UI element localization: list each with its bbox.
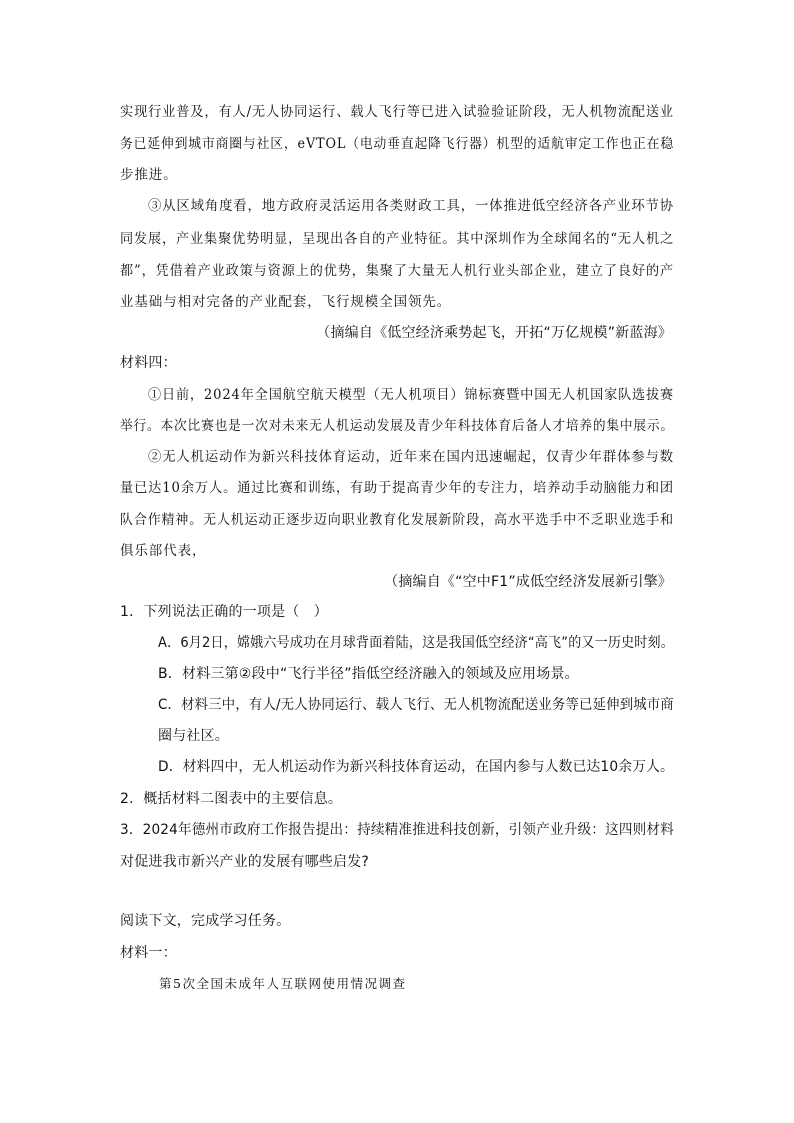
option-c-continued: 圈与社区。 <box>158 728 229 744</box>
paragraph-line: 步推进。 <box>120 167 178 183</box>
question-2: 2．概括材料二图表中的主要信息。 <box>120 791 343 807</box>
question-3: 3．2024年德州市政府工作报告提出：持续精准推进科技创新，引领产业升级：这四则材料 <box>120 822 674 838</box>
paragraph-line: 实现行业普及，有人/无人协同运行、载人飞行等已进入试验验证阶段，无人机物流配送业 <box>120 104 675 120</box>
reading-instruction: 阅读下文，完成学习任务。 <box>120 913 291 929</box>
paragraph-line: ②无人机运动作为新兴科技体育运动，近年来在国内迅速崛起，仅青少年群体参与数 <box>148 449 674 465</box>
paragraph-line: ③从区域角度看，地方政府灵活运用各类财政工具，一体推进低空经济各产业环节协 <box>148 198 674 214</box>
paragraph-line: 俱乐部代表， <box>120 543 207 559</box>
source-citation: （摘编自《低空经济乘势起飞，开拓“万亿规模”新蓝海》 <box>316 325 672 341</box>
paragraph-line: ①日前，2024年全国航空航天模型（无人机项目）锦标赛暨中国无人机国家队选拔赛 <box>148 387 674 403</box>
option-b: B．材料三第②段中“飞行半径”指低空经济融入的领域及应用场景。 <box>158 666 579 682</box>
paragraph-line: 队合作精神。无人机运动正逐步迈向职业教育化发展新阶段，高水平选手中不乏职业选手和 <box>120 512 674 528</box>
source-citation: （摘编自《“空中F1”成低空经济发展新引擎》 <box>384 574 672 590</box>
option-c: C．材料三中，有人/无人协同运行、载人飞行、无人机物流配送业务等已延伸到城市商 <box>158 697 674 713</box>
question-3-continued: 对促进我市新兴产业的发展有哪些启发? <box>120 854 370 870</box>
paragraph-line: 业基础与相对完备的产业配套，飞行规模全国领先。 <box>120 294 452 310</box>
paragraph-line: 都”，凭借着产业政策与资源上的优势，集聚了大量无人机行业头部企业，建立了良好的产 <box>120 263 674 279</box>
paragraph-line: 同发展，产业集聚优势明显，呈现出各自的产业特征。其中深圳作为全球闻名的“无人机之 <box>120 231 674 247</box>
option-d: D．材料四中，无人机运动作为新兴科技体育运动，在国内参与人数已达10余万人。 <box>158 759 674 775</box>
survey-title: 第5次全国未成年人互联网使用情况调查 <box>159 976 407 991</box>
question-1-stem: 1．下列说法正确的一项是（ ） <box>120 604 328 620</box>
paragraph-line: 务已延伸到城市商圈与社区，eVTOL（电动垂直起降飞行器）机型的适航审定工作也正在稳 <box>120 136 674 152</box>
paragraph-line: 举行。本次比赛也是一次对未来无人机运动发展及青少年科技体育后备人才培养的集中展示。 <box>120 418 674 434</box>
option-a: A．6月2日，嫦娥六号成功在月球背面着陆，这是我国低空经济“高飞”的又一历史时刻。 <box>158 635 674 651</box>
section-heading: 材料一： <box>120 945 177 961</box>
paragraph-line: 量已达10余万人。通过比赛和训练，有助于提高青少年的专注力，培养动手动脑能力和团 <box>120 480 675 496</box>
section-heading: 材料四： <box>120 355 177 371</box>
